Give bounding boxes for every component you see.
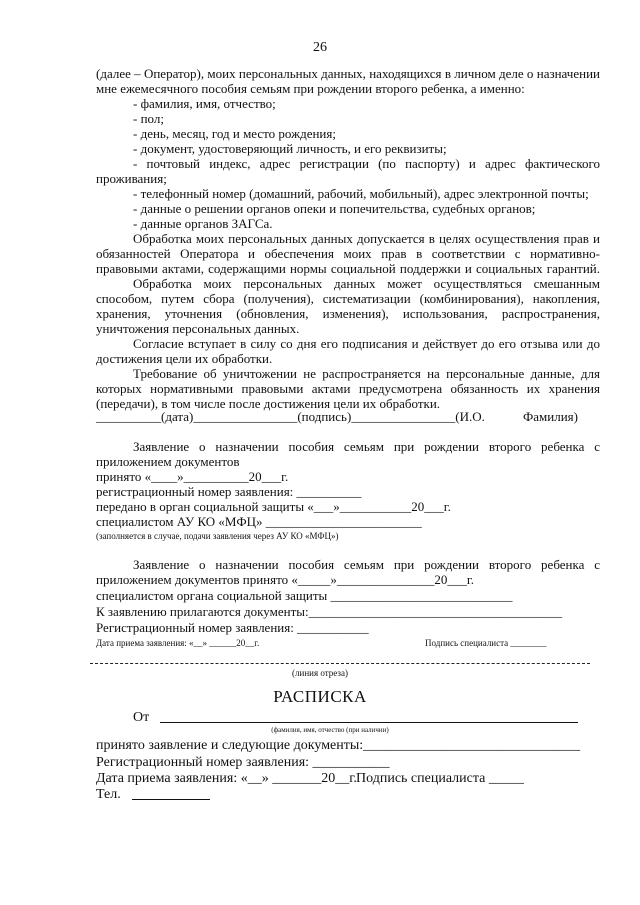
szn-date-line: Дата приема заявления: «__» ______20__г. — [96, 638, 260, 648]
consent-line: Требование об уничтожении не распространяется на персональные данные, для — [133, 366, 600, 381]
consent-list-item: - данные о решении органов опеки и попечительства, судебных органов; — [133, 201, 536, 216]
consent-line: Обработка моих персональных данных может осуществляться смешанным — [133, 276, 600, 291]
receipt-from-caption: (фамилия, имя, отчество (при наличии) — [271, 726, 389, 734]
consent-list-item: - фамилия, имя, отчество; — [133, 96, 276, 111]
consent-line: обязанностей Оператора и обеспечения моих прав в соответствии с нормативно- — [96, 246, 600, 261]
receipt-phone-label: Тел. — [96, 787, 121, 802]
szn-specialist-sign: Подпись специалиста ________ — [425, 638, 547, 648]
consent-list-item: - данные органов ЗАГСа. — [133, 216, 273, 231]
consent-line: (далее – Оператор), моих персональных данных, находящихся в личном деле о назначении — [96, 66, 600, 81]
receipt-date-line: Дата приема заявления: «__» _______20__г. — [96, 771, 357, 786]
mfc-transfer-date: передано в орган социальной защиты «___»___________20___г. — [96, 499, 451, 514]
consent-line: проживания; — [96, 171, 167, 186]
page-number: 26 — [313, 40, 327, 55]
consent-line: Согласие вступает в силу со дня его подписания и действует до его отзыва или до — [133, 336, 600, 351]
consent-line: (передачи), в том числе после достижения цели их обработки. — [96, 396, 441, 411]
receipt-reg-number: Регистрационный номер заявления: ___________ — [96, 755, 390, 770]
mfc-accepted-date: принято «____»__________20___г. — [96, 469, 289, 484]
cut-line-label: (линия отреза) — [292, 668, 348, 678]
receipt-phone-field — [132, 799, 210, 800]
consent-line: хранения, уточнения (обновления, изменения), использования, распространения, — [96, 306, 600, 321]
consent-line: правовыми актами, содержащими нормы социальной поддержки и социальных гарантий. — [96, 261, 600, 276]
szn-specialist: специалистом органа социальной защиты ____________________________ — [96, 588, 513, 603]
cut-line — [90, 663, 590, 664]
consent-line: мне ежемесячного пособия семьям при рождении второго ребенка, а именно: — [96, 81, 525, 96]
szn-line: приложением документов принято «_____»_______________20___г. — [96, 572, 474, 587]
consent-line: которых нормативными правовыми актами предусмотрена обязанность их хранения — [96, 381, 600, 396]
consent-line: уничтожения персональных данных. — [96, 321, 300, 336]
receipt-specialist-sign: Подпись специалиста _____ — [356, 771, 524, 786]
mfc-line: Заявление о назначении пособия семьям при рождении второго ребенка с — [133, 439, 600, 454]
consent-list-item: - документ, удостоверяющий личность, и его реквизиты; — [133, 141, 447, 156]
szn-documents: К заявлению прилагаются документы:_______________________________________ — [96, 604, 563, 619]
szn-line: Заявление о назначении пособия семьям при рождении второго ребенка с — [133, 557, 600, 572]
consent-line: Обработка моих персональных данных допускается в целях осуществления прав и — [133, 231, 600, 246]
receipt-title: РАСПИСКА — [273, 687, 367, 706]
consent-list-item: - почтовый индекс, адрес регистрации (по паспорту) и адрес фактического — [133, 156, 600, 171]
signature-line: __________(дата)________________(подпись)________________(И.О. Фамилия) — [96, 409, 578, 424]
mfc-specialist: специалистом АУ КО «МФЦ» ________________________ — [96, 514, 422, 529]
receipt-from-label: От — [133, 710, 150, 725]
consent-line: достижения цели их обработки. — [96, 351, 273, 366]
consent-line: способом, путем сбора (получения), систематизации (комбинирования), накопления, — [96, 291, 600, 306]
consent-list-item: - день, месяц, год и место рождения; — [133, 126, 336, 141]
consent-list-item: - пол; — [133, 111, 164, 126]
mfc-line: приложением документов — [96, 454, 240, 469]
consent-list-item: - телефонный номер (домашний, рабочий, мобильный), адрес электронной почты; — [133, 186, 589, 201]
receipt-accepted: принято заявление и следующие документы:_______________________________ — [96, 738, 581, 753]
receipt-from-field — [160, 722, 578, 723]
mfc-note: (заполняется в случае, подачи заявления через АУ КО «МФЦ») — [96, 531, 339, 541]
mfc-reg-number: регистрационный номер заявления: __________ — [96, 484, 362, 499]
szn-reg-number: Регистрационный номер заявления: ___________ — [96, 620, 369, 635]
